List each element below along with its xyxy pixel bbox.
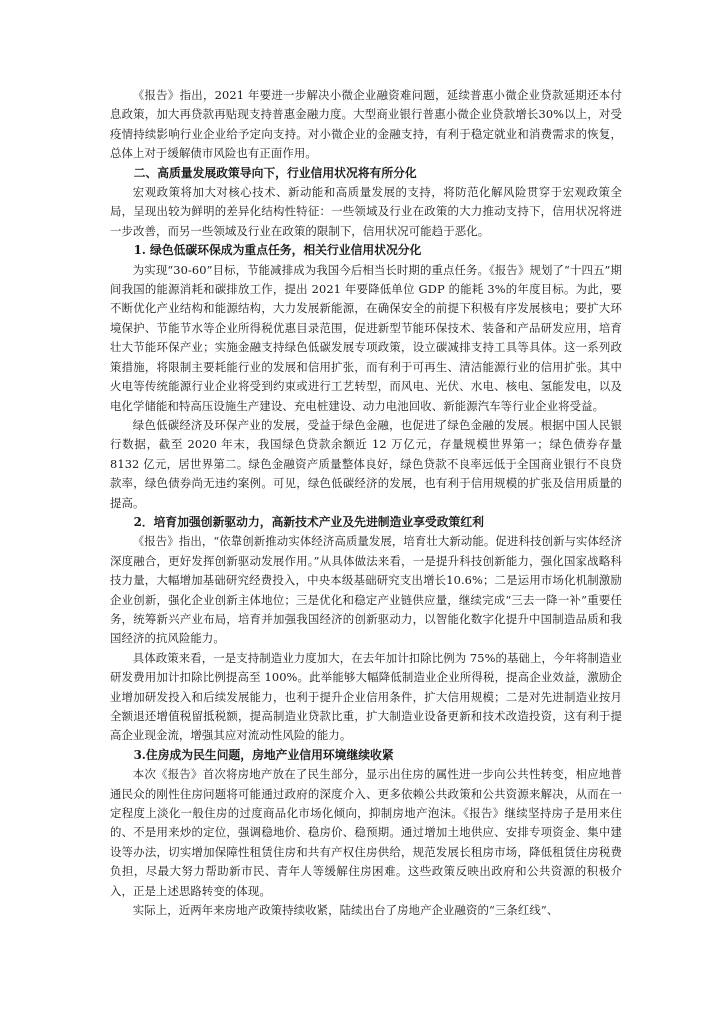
paragraph-small-business-finance: 《报告》指出，2021 年要进一步解决小微企业融资难问题，延续普惠小微企业贷款延期还本付息政策，加大再贷款再贴现支持普惠金融力度。大型商业银行普惠小微企业贷款增长30%以上，对受疫情持续影响行业企业给予定向支持。对小微企业的金融支持，有利于稳定就业和消费需求的恢复，总体上对于缓解债市风险也有正面作用。	[110, 88, 622, 161]
subheading-housing: 3.住房成为民生问题，房地产业信用环境继续收紧	[133, 747, 394, 762]
subheading-innovation: 2．培育加强创新驱动力，高新技术产业及先进制造业享受政策红利	[133, 514, 484, 529]
paragraph-real-estate-tightening: 实际上，近两年来房地产政策持续收紧，陆续出台了房地产企业融资的“三条红线”、	[132, 903, 559, 918]
paragraph-innovation-policy: 《报告》指出，“依靠创新推动实体经济高质量发展，培育壮大新动能。促进科技创新与实体经济深度融合，更好发挥创新驱动发展作用。”从具体做法来看，一是提升科技创新能力，强化国家战略科技力量，大幅增加基础研究经费投入，中央本级基础研究支出增长10.6%；二是运用市场化机制激励企业创新，强化企业创新主体地位；三是优化和稳定产业链供应量，继续完成“三去一降一补”重要任务，统筹新兴产业布局，培育并加强我国经济的创新驱动力，以智能化数字化提升中国制造品质和我国经济的抗风险能力。	[110, 534, 622, 646]
document-page	[110, 86, 622, 920]
paragraph-green-finance: 绿色低碳经济及环保产业的发展，受益于绿色金融，也促进了绿色金融的发展。根据中国人民银行数据，截至 2020 年末，我国绿色贷款余额近 12 万亿元，存量规模世界第一；绿色债券存量 8132 亿元，居世界第二。绿色金融资产质量整体良好，绿色贷款不良率远低于全国商业银行不良贷款率，绿色债券尚无违约案例。可见，绿色低碳经济的发展，也有利于信用规模的扩张及信用质量的提高。	[110, 417, 622, 510]
paragraph-carbon-target: 为实现“30-60”目标，节能减排成为我国今后相当长时期的重点任务。《报告》规划了“十四五”期间我国的能源消耗和碳排放工作，提出 2021 年要降低单位 GDP 的能耗 3%的年度目标。为此，要不断优化产业结构和能源结构，大力发展新能源，在确保安全的前提下积极有序发展核电；要扩大环境保护、节能节水等企业所得税优惠目录范围，促进新型节能环保技术、装备和产品研发应用，培育壮大节能环保产业；实施金融支持绿色低碳发展专项政策，设立碳减排支持工具等具体。这一系列政策措施，将限制主要耗能行业的发展和信用扩张，而有利于可再生、清洁能源行业的信用扩张。其中火电等传统能源行业企业将受到约束或进行工艺转型，而风电、光伏、水电、核电、氢能发电，以及电化学储能和特高压设施生产建设、充电桩建设、动力电池回收、新能源汽车等行业企业将受益。	[110, 262, 622, 413]
section-heading-2: 二、高质量发展政策导向下，行业信用状况将有所分化	[133, 165, 417, 180]
paragraph-housing-policy: 本次《报告》首次将房地产放在了民生部分，显示出住房的属性进一步向公共性转变，相应地普通民众的刚性住房问题将可能通过政府的深度介入、更多依赖公共政策和公共资源来解决，从而在一定程度上淡化一般住房的过度商品化市场化倾向，抑制房地产泡沫。《报告》继续坚持房子是用来住的、不是用来炒的定位，强调稳地价、稳房价、稳预期。通过增加土地供应、安排专项资金、集中建设等办法，切实增加保障性租赁住房和共有产权住房供给，规范发展长租房市场，降低租赁住房税费负担，尽最大努力帮助新市民、青年人等缓解住房困难。这些政策反映出政府和公共资源的积极介入，正是上述思路转变的体现。	[110, 767, 622, 898]
paragraph-manufacturing-support: 具体政策来看，一是支持制造业力度加大，在去年加计扣除比例为 75%的基础上，今年将制造业研发费用加计扣除比例提高至 100%。此举能够大幅降低制造业企业所得税，提高企业效益，激励企业增加研发投入和后续发展能力，也利于提升企业信用条件，扩大信用规模；二是对先进制造业按月全额退还增值税留抵税额，提高制造业贷款比重，扩大制造业设备更新和技术改造投资，这有利于提高企业现金流，增强其应对流动性风险的能力。	[110, 650, 622, 743]
paragraph-macro-policy: 宏观政策将加大对核心技术、新动能和高质量发展的支持，将防范化解风险贯穿于宏观政策全局，呈现出较为鲜明的差异化结构性特征：一些领域及行业在政策的大力推动支持下，信用状况将进一步改善，而另一些领域及行业在政策的限制下，信用状况可能趋于恶化。	[110, 185, 622, 238]
subheading-green-low-carbon: 1. 绿色低碳环保成为重点任务，相关行业信用状况分化	[133, 243, 422, 258]
